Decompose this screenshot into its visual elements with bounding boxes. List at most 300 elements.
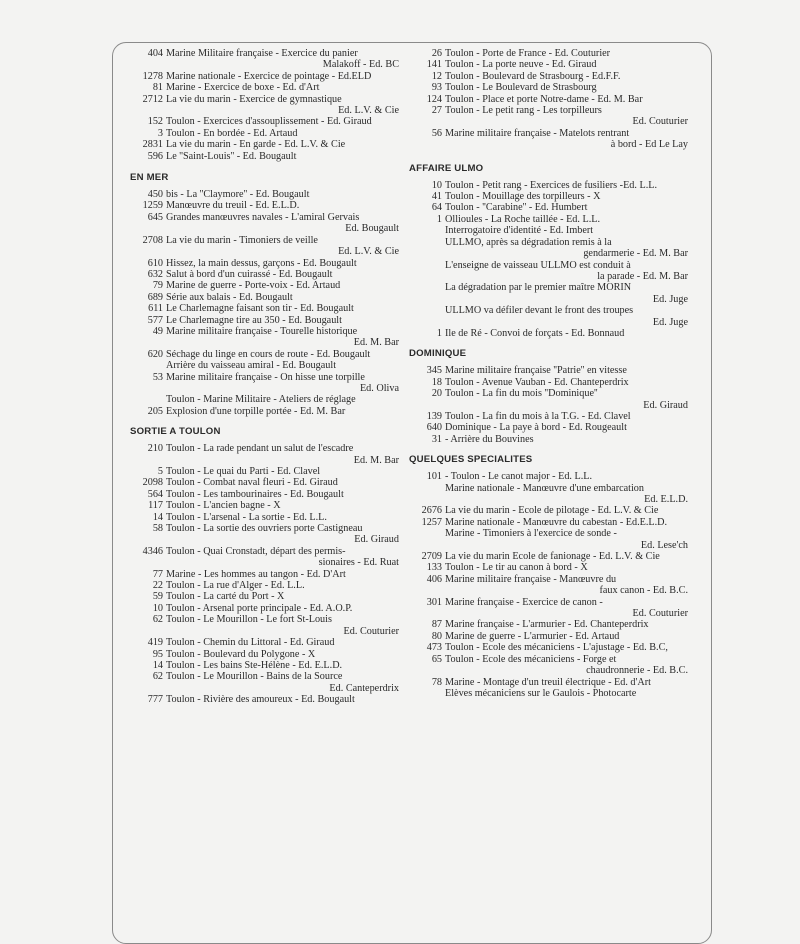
entry-publisher: Ed. L.V. & Cie xyxy=(338,105,399,117)
catalog-entry xyxy=(402,411,694,422)
entry-text xyxy=(166,292,405,303)
entry-title: Dominique - La paye à bord - Ed. Rougeault xyxy=(445,422,627,434)
catalog-entry xyxy=(123,546,405,569)
entry-publisher: Ed. Couturier xyxy=(632,116,688,128)
entry-title: Le Charlemagne faisant son tir - Ed. Bougault xyxy=(166,303,354,315)
entry-title: Marine - Les hommes au tangon - Ed. D'Art xyxy=(166,568,346,580)
catalog-entry xyxy=(402,517,694,528)
entry-text xyxy=(445,202,694,213)
entry-title: Toulon - Quai Cronstadt, départ des permis- xyxy=(166,545,346,557)
entry-text xyxy=(445,260,694,283)
entry-title: Toulon - Boulevard du Polygone - X xyxy=(166,648,316,660)
entry-title: Toulon - Combat naval fleuri - Ed. Giraud xyxy=(166,477,338,489)
entry-publisher: Ed. Canteperdrix xyxy=(329,682,399,694)
entry-text xyxy=(445,422,694,433)
entry-number: 640 xyxy=(426,422,442,434)
catalog-entry xyxy=(402,191,694,202)
entry-text xyxy=(445,59,694,70)
catalog-entry xyxy=(402,71,694,82)
entry-title: - Toulon - Le canot major - Ed. L.L. xyxy=(445,471,593,483)
entry-text xyxy=(166,315,405,326)
right-column xyxy=(402,48,694,699)
entry-number: 81 xyxy=(152,82,163,94)
entry-number: 133 xyxy=(426,562,442,574)
catalog-entry xyxy=(402,551,694,562)
catalog-entry xyxy=(402,305,694,328)
entry-text xyxy=(445,105,694,128)
entry-number: 5 xyxy=(157,466,163,477)
catalog-entry xyxy=(123,443,405,466)
entry-number: 79 xyxy=(152,280,163,292)
entry-number: 3 xyxy=(157,127,163,139)
section-heading: QUELQUES SPECIALITES xyxy=(409,454,533,466)
entry-text xyxy=(445,505,694,516)
catalog-entry xyxy=(402,128,694,151)
entry-publisher: la parade - Ed. M. Bar xyxy=(597,270,688,282)
entry-number: 2676 xyxy=(421,505,442,517)
entry-publisher: faux canon - Ed. B.C. xyxy=(599,585,688,597)
entry-number: 65 xyxy=(431,653,442,665)
entry-number xyxy=(402,528,445,551)
section-heading: SORTIE A TOULON xyxy=(130,426,221,438)
entry-text xyxy=(166,303,405,314)
entry-number: 20 xyxy=(431,388,442,400)
entry-text xyxy=(445,71,694,82)
entry-number: 450 xyxy=(147,189,163,201)
catalog-entry xyxy=(123,466,405,477)
catalog-entry xyxy=(123,603,405,614)
catalog-entry xyxy=(402,619,694,630)
entry-text xyxy=(445,377,694,388)
entry-text xyxy=(166,406,405,417)
entry-title: Toulon - La sortie des ouvriers porte Castigneau xyxy=(166,523,363,535)
catalog-entry xyxy=(402,365,694,376)
catalog-entry xyxy=(123,303,405,314)
entry-number: 53 xyxy=(152,371,163,383)
entry-number: 404 xyxy=(147,48,163,59)
entry-title: Marine nationale - Exercice de pointage - Ed.ELD xyxy=(166,70,372,82)
entry-title: La vie du marin - Exercice de gymnastique xyxy=(166,93,342,105)
entry-text xyxy=(166,200,405,211)
catalog-entry xyxy=(402,180,694,191)
entry-title: Toulon - La porte neuve - Ed. Giraud xyxy=(445,59,597,71)
entry-text xyxy=(445,574,694,597)
catalog-entry xyxy=(402,528,694,551)
entry-number: 64 xyxy=(431,202,442,214)
catalog-entry xyxy=(123,48,405,71)
entry-title: Marine militaire française - Manœuvre du xyxy=(445,573,617,585)
entry-title: Marine nationale - Manœuvre du cabestan - Ed.E.L.D. xyxy=(445,516,668,528)
entry-text xyxy=(445,471,694,482)
entry-number: 4346 xyxy=(142,545,163,557)
catalog-entry xyxy=(123,569,405,580)
entry-number: 1278 xyxy=(142,70,163,82)
entry-title: L'enseigne de vaisseau ULLMO est conduit à xyxy=(445,259,631,271)
entry-title: Toulon - Mouillage des torpilleurs - X xyxy=(445,191,601,203)
entry-title: Toulon - Les tambourinaires - Ed. Bougault xyxy=(166,488,344,500)
catalog-entry xyxy=(123,637,405,648)
catalog-entry xyxy=(123,212,405,235)
entry-publisher: sionaires - Ed. Ruat xyxy=(318,557,399,569)
catalog-entry xyxy=(402,654,694,677)
entry-text xyxy=(445,128,694,151)
entry-number: 10 xyxy=(152,602,163,614)
entry-title: Toulon - Le tir au canon à bord - X xyxy=(445,562,588,574)
entry-title: Marine militaire française - Tourelle historique xyxy=(166,325,358,337)
entry-text xyxy=(166,94,405,117)
entry-text xyxy=(166,500,405,511)
entry-title: Toulon - Les bains Ste-Hélène - Ed. E.L.D. xyxy=(166,659,343,671)
entry-text xyxy=(166,523,405,546)
entry-title: Marine militaire française ''Patrie'' en vitesse xyxy=(445,365,627,377)
entry-number: 49 xyxy=(152,325,163,337)
catalog-entry xyxy=(123,292,405,303)
entry-title: Toulon - En bordée - Ed. Artaud xyxy=(166,127,298,139)
entry-number: 59 xyxy=(152,591,163,603)
catalog-entry xyxy=(402,642,694,653)
catalog-entry xyxy=(123,372,405,395)
entry-text xyxy=(166,139,405,150)
entry-number: 564 xyxy=(147,488,163,500)
entry-text xyxy=(166,694,405,705)
entry-number: 2098 xyxy=(142,477,163,489)
entry-number: 632 xyxy=(147,268,163,280)
section xyxy=(402,454,694,699)
entry-number: 93 xyxy=(431,82,442,94)
catalog-entry xyxy=(402,260,694,283)
catalog-entry xyxy=(123,477,405,488)
entry-text xyxy=(166,603,405,614)
entry-text xyxy=(166,671,405,694)
catalog-entry xyxy=(402,471,694,482)
catalog-entry xyxy=(402,505,694,516)
catalog-entry xyxy=(123,660,405,671)
entry-title: Hissez, la main dessus, garçons - Ed. Bougault xyxy=(166,257,357,269)
catalog-entry xyxy=(123,591,405,602)
entry-title: Marine française - L'armurier - Ed. Chanteperdrix xyxy=(445,619,649,631)
entry-text xyxy=(445,225,694,236)
catalog-entry xyxy=(402,434,694,445)
entry-publisher: Ed. M. Bar xyxy=(353,337,399,349)
entry-title: Toulon - L'ancien bagne - X xyxy=(166,500,281,512)
entry-number: 205 xyxy=(147,405,163,417)
entry-number: 301 xyxy=(426,596,442,608)
catalog-entry xyxy=(123,315,405,326)
entry-text xyxy=(445,434,694,445)
entry-number: 62 xyxy=(152,671,163,683)
entry-text xyxy=(166,116,405,127)
entry-title: Toulon - Ecole des mécaniciens - L'ajustage - Ed. B.C, xyxy=(445,642,668,654)
entry-number xyxy=(402,688,445,699)
entry-title: Toulon - La carté du Port - X xyxy=(166,591,285,603)
catalog-entry xyxy=(123,580,405,591)
entry-title: ULLMO va défiler devant le front des troupes xyxy=(445,305,634,317)
entry-title: Marine militaire française - Matelots rentrant xyxy=(445,127,630,139)
entry-title: bis - La ''Claymore'' - Ed. Bougault xyxy=(166,189,310,201)
section-heading: EN MER xyxy=(130,172,169,184)
section xyxy=(402,348,694,445)
entry-title: Explosion d'une torpille portée - Ed. M. Bar xyxy=(166,405,346,417)
entry-text xyxy=(445,517,694,528)
entry-text xyxy=(445,654,694,677)
entry-text xyxy=(445,411,694,422)
catalog-entry xyxy=(402,59,694,70)
entry-text xyxy=(166,443,405,466)
section xyxy=(123,172,405,417)
entry-number: 1259 xyxy=(142,200,163,212)
entry-text xyxy=(445,642,694,653)
catalog-entry xyxy=(402,597,694,620)
entry-text xyxy=(166,82,405,93)
catalog-entry xyxy=(123,649,405,660)
catalog-entry xyxy=(123,523,405,546)
entry-number: 620 xyxy=(147,348,163,360)
entry-title: Toulon - Place et porte Notre-dame - Ed. M. Bar xyxy=(445,93,643,105)
entry-publisher: Ed. Bougault xyxy=(345,223,399,235)
entry-number: 80 xyxy=(431,630,442,642)
entry-number xyxy=(123,394,166,405)
entry-number: 124 xyxy=(426,93,442,105)
catalog-entry xyxy=(402,631,694,642)
entry-title: Toulon - Le quai du Parti - Ed. Clavel xyxy=(166,466,321,477)
catalog-entry xyxy=(123,406,405,417)
entry-text xyxy=(445,677,694,688)
catalog-entry xyxy=(402,225,694,236)
catalog-entry xyxy=(402,377,694,388)
entry-number: 777 xyxy=(147,694,163,706)
catalog-entry xyxy=(123,200,405,211)
entry-number: 406 xyxy=(426,573,442,585)
entry-number: 31 xyxy=(431,433,442,445)
entry-number: 12 xyxy=(431,70,442,82)
entry-text xyxy=(445,528,694,551)
entry-number: 26 xyxy=(431,48,442,59)
entry-text xyxy=(166,580,405,591)
entry-number: 14 xyxy=(152,511,163,523)
entry-title: Manœuvre du treuil - Ed. E.L.D. xyxy=(166,200,300,212)
entry-number: 18 xyxy=(431,376,442,388)
entry-number xyxy=(402,260,445,283)
entry-text xyxy=(445,48,694,59)
entry-text xyxy=(445,214,694,225)
entry-text xyxy=(166,326,405,349)
entry-number: 101 xyxy=(426,471,442,483)
entry-text xyxy=(166,349,405,360)
entry-text xyxy=(166,477,405,488)
entry-number xyxy=(402,225,445,236)
catalog-entry xyxy=(123,189,405,200)
entry-text xyxy=(166,466,405,477)
entry-title: Toulon - Avenue Vauban - Ed. Chanteperdrix xyxy=(445,376,629,388)
entry-title: ULLMO, après sa dégradation remis à la xyxy=(445,236,612,248)
entry-text xyxy=(445,483,694,506)
entry-publisher: chaudronnerie - Ed. B.C. xyxy=(586,665,688,677)
entry-number: 689 xyxy=(147,291,163,303)
entry-title: Toulon - La fin du mois à la T.G. - Ed. Clavel xyxy=(445,410,631,422)
catalog-entry xyxy=(123,151,405,162)
entry-title: Toulon - Petit rang - Exercices de fusiliers -Ed. L.L. xyxy=(445,179,658,191)
entry-text xyxy=(166,591,405,602)
entry-title: La vie du marin - En garde - Ed. L.V. & Cie xyxy=(166,139,346,151)
entry-text xyxy=(166,637,405,648)
entry-text xyxy=(445,180,694,191)
entry-title: Toulon - La rue d'Alger - Ed. L.L. xyxy=(166,580,305,592)
entry-text xyxy=(445,82,694,93)
entry-publisher: Ed. E.L.D. xyxy=(644,494,688,505)
entry-text xyxy=(166,128,405,139)
entry-number: 345 xyxy=(426,365,442,377)
entry-title: Toulon - Marine Militaire - Ateliers de réglage xyxy=(166,394,356,406)
entry-text xyxy=(445,305,694,328)
entry-number: 2712 xyxy=(142,93,163,105)
entry-text xyxy=(166,569,405,580)
catalog-entry xyxy=(402,214,694,225)
section xyxy=(402,163,694,340)
entry-title: Toulon - Exercices d'assouplissement - Ed. Giraud xyxy=(166,116,372,128)
entry-number: 141 xyxy=(426,59,442,71)
catalog-entry xyxy=(123,694,405,705)
entry-title: Toulon - Ecole des mécaniciens - Forge et xyxy=(445,653,617,665)
entry-number xyxy=(123,360,166,371)
entry-number: 14 xyxy=(152,659,163,671)
entry-text xyxy=(166,614,405,637)
entry-text xyxy=(166,189,405,200)
entry-text xyxy=(445,328,694,339)
catalog-entry xyxy=(123,128,405,139)
entry-text xyxy=(445,365,694,376)
entry-title: La dégradation par le premier maître MORIN xyxy=(445,282,632,294)
entry-number: 473 xyxy=(426,642,442,654)
entry-number: 577 xyxy=(147,314,163,326)
entry-text xyxy=(166,649,405,660)
entry-title: Interrogatoire d'identité - Ed. Imbert xyxy=(445,225,594,237)
entry-title: Toulon - Arsenal porte principale - Ed. A.O.P. xyxy=(166,602,353,614)
entry-title: Marine de guerre - Porte-voix - Ed. Artaud xyxy=(166,280,341,292)
entry-number: 56 xyxy=(431,127,442,139)
entry-text xyxy=(445,191,694,202)
catalog-entry xyxy=(123,360,405,371)
entry-title: Ile de Ré - Convoi de forçats - Ed. Bonnaud xyxy=(445,327,625,339)
entry-text xyxy=(166,212,405,235)
catalog-entry xyxy=(123,139,405,150)
entry-text xyxy=(166,546,405,569)
entry-number: 1 xyxy=(436,327,442,339)
entry-number: 22 xyxy=(152,580,163,592)
catalog-entry xyxy=(402,82,694,93)
entry-publisher: Ed. Couturier xyxy=(343,625,399,637)
catalog-entry xyxy=(402,94,694,105)
entry-text xyxy=(166,512,405,523)
catalog-entry xyxy=(123,326,405,349)
catalog-entry xyxy=(123,235,405,258)
entry-title: Toulon - Rivière des amoureux - Ed. Bougault xyxy=(166,694,355,706)
entry-title: Toulon - Le Boulevard de Strasbourg xyxy=(445,82,597,94)
section-heading: DOMINIQUE xyxy=(409,348,467,360)
entry-text xyxy=(166,71,405,82)
entry-title: Salut à bord d'un cuirassé - Ed. Bougault xyxy=(166,268,333,280)
entry-title: Séchage du linge en cours de route - Ed. Bougault xyxy=(166,348,371,360)
entry-title: Grandes manœuvres navales - L'amiral Gervais xyxy=(166,211,360,223)
entry-number: 78 xyxy=(431,676,442,688)
catalog-entry xyxy=(123,614,405,637)
entry-title: Toulon - La fin du mois ''Dominique'' xyxy=(445,388,598,400)
catalog-entry xyxy=(123,394,405,405)
section-heading: AFFAIRE ULMO xyxy=(409,162,484,174)
entry-number xyxy=(402,483,445,506)
entry-number xyxy=(402,305,445,328)
catalog-entry xyxy=(402,562,694,573)
entry-title: Marine - Montage d'un treuil électrique - Ed. d'Art xyxy=(445,676,651,688)
entry-publisher: Ed. Juge xyxy=(652,293,688,305)
entry-text xyxy=(445,237,694,260)
entry-text xyxy=(166,372,405,395)
entry-publisher: Ed. Lese'ch xyxy=(640,539,688,551)
entry-title: Toulon - Chemin du Littoral - Ed. Giraud xyxy=(166,637,335,649)
entry-title: Marine - Timoniers à l'exercice de sonde - xyxy=(445,528,617,540)
entry-number: 95 xyxy=(152,648,163,660)
entry-title: La vie du marin - Ecole de pilotage - Ed. L.V. & Cie xyxy=(445,505,659,517)
entry-title: Toulon - Porte de France - Ed. Couturier xyxy=(445,48,611,59)
entry-number: 210 xyxy=(147,443,163,455)
entry-text xyxy=(166,258,405,269)
catalog-entry xyxy=(123,280,405,291)
entry-number: 41 xyxy=(431,191,442,203)
catalog-entry xyxy=(402,574,694,597)
entry-title: - Arrière du Bouvines xyxy=(445,433,534,445)
catalog-entry xyxy=(402,105,694,128)
entry-title: Le Charlemagne tire au 350 - Ed. Bougault xyxy=(166,314,342,326)
entry-text xyxy=(445,94,694,105)
entry-text xyxy=(166,151,405,162)
entry-publisher: Ed. Giraud xyxy=(354,534,399,546)
entry-number: 1 xyxy=(436,213,442,225)
section xyxy=(123,48,405,162)
catalog-entry xyxy=(123,349,405,360)
entry-title: Marine Militaire française - Exercice du panier xyxy=(166,48,358,59)
entry-title: Toulon - ''Carabine'' - Ed. Humbert xyxy=(445,202,588,214)
catalog-entry xyxy=(402,677,694,688)
entry-number: 2708 xyxy=(142,234,163,246)
entry-text xyxy=(445,619,694,630)
entry-number: 62 xyxy=(152,614,163,626)
entry-number: 610 xyxy=(147,257,163,269)
entry-title: Ollioules - La Roche taillée - Ed. L.L. xyxy=(445,213,601,225)
entry-title: Le ''Saint-Louis'' - Ed. Bougault xyxy=(166,150,297,162)
entry-number: 2831 xyxy=(142,139,163,151)
entry-text xyxy=(166,48,405,71)
entry-publisher: Ed. Oliva xyxy=(359,382,399,394)
entry-number: 77 xyxy=(152,568,163,580)
catalog-entry xyxy=(123,671,405,694)
entry-title: Marine de guerre - L'armurier - Ed. Artaud xyxy=(445,630,620,642)
left-column xyxy=(123,48,405,706)
entry-title: Toulon - Boulevard de Strasbourg - Ed.F.F. xyxy=(445,70,621,82)
entry-title: Marine - Exercice de boxe - Ed. d'Art xyxy=(166,82,320,94)
section xyxy=(402,48,694,151)
entry-title: Toulon - Le petit rang - Les torpilleurs xyxy=(445,105,602,117)
catalog-entry xyxy=(402,422,694,433)
entry-number xyxy=(402,282,445,305)
entry-text xyxy=(445,597,694,620)
catalog-entry xyxy=(123,82,405,93)
entry-number: 419 xyxy=(147,637,163,649)
entry-title: Marine française - Exercice de canon - xyxy=(445,596,603,608)
entry-number: 117 xyxy=(148,500,163,512)
entry-publisher: Ed. Couturier xyxy=(632,608,688,620)
entry-text xyxy=(166,489,405,500)
catalog-entry xyxy=(123,94,405,117)
entry-text xyxy=(166,235,405,258)
